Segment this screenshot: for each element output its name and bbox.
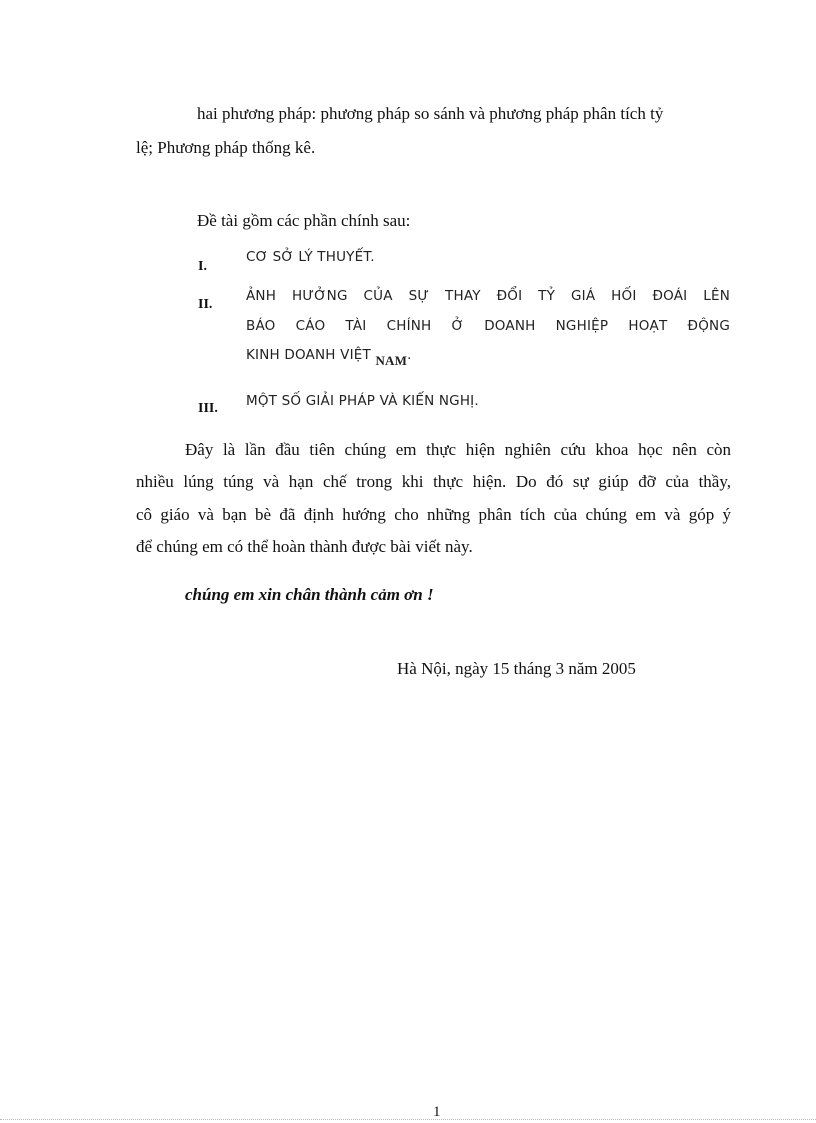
date-line: Hà Nội, ngày 15 tháng 3 năm 2005 [397, 659, 636, 678]
thanks-line: chúng em xin chân thành cảm ơn ! [185, 585, 434, 604]
paragraph-line-3: cô giáo và bạn bè đã định hướng cho những phân tích của chúng em và góp ý [136, 505, 731, 524]
section-2-heading-line-2: BÁO CÁO TÀI CHÍNH Ở DOANH NGHIỆP HOẠT ĐỘNG [246, 318, 730, 334]
section-2-heading-line-3 [246, 347, 730, 368]
section-3-heading: MỘT SỐ GIẢI PHÁP VÀ KIẾN NGHỊ. [246, 393, 479, 409]
section-2-last-punct: . [407, 347, 412, 363]
page-number: 1 [433, 1104, 441, 1120]
sections-intro: Đề tài gồm các phần chính sau: [197, 211, 411, 230]
paragraph-line-2: nhiều lúng túng và hạn chế trong khi thực hiện. Do đó sự giúp đỡ của thầy, [136, 472, 731, 491]
paragraph-line-4: để chúng em có thể hoàn thành được bài viết này. [136, 537, 473, 556]
section-3-numeral: III. [198, 401, 218, 416]
paragraph-line-1: Đây là lần đầu tiên chúng em thực hiện nghiên cứu khoa học nên còn [185, 440, 731, 459]
section-2-numeral: II. [198, 297, 213, 312]
section-2-heading-line-3-text: KINH DOANH VIỆT [246, 347, 371, 363]
section-1-heading: CƠ SỞ LÝ THUYẾT. [246, 249, 375, 265]
section-2-heading-line-1: ẢNH HƯỞNG CỦA SỰ THAY ĐỔI TỶ GIÁ HỐI ĐOÁI LÊN [246, 288, 730, 304]
intro-line-1: hai phương pháp: phương pháp so sánh và phương pháp phân tích tỷ [197, 104, 664, 123]
section-1-numeral: I. [198, 259, 207, 274]
intro-line-2: lệ; Phương pháp thống kê. [136, 138, 316, 157]
section-2-last-word: NAM [375, 353, 408, 368]
footer-divider [0, 1119, 816, 1120]
